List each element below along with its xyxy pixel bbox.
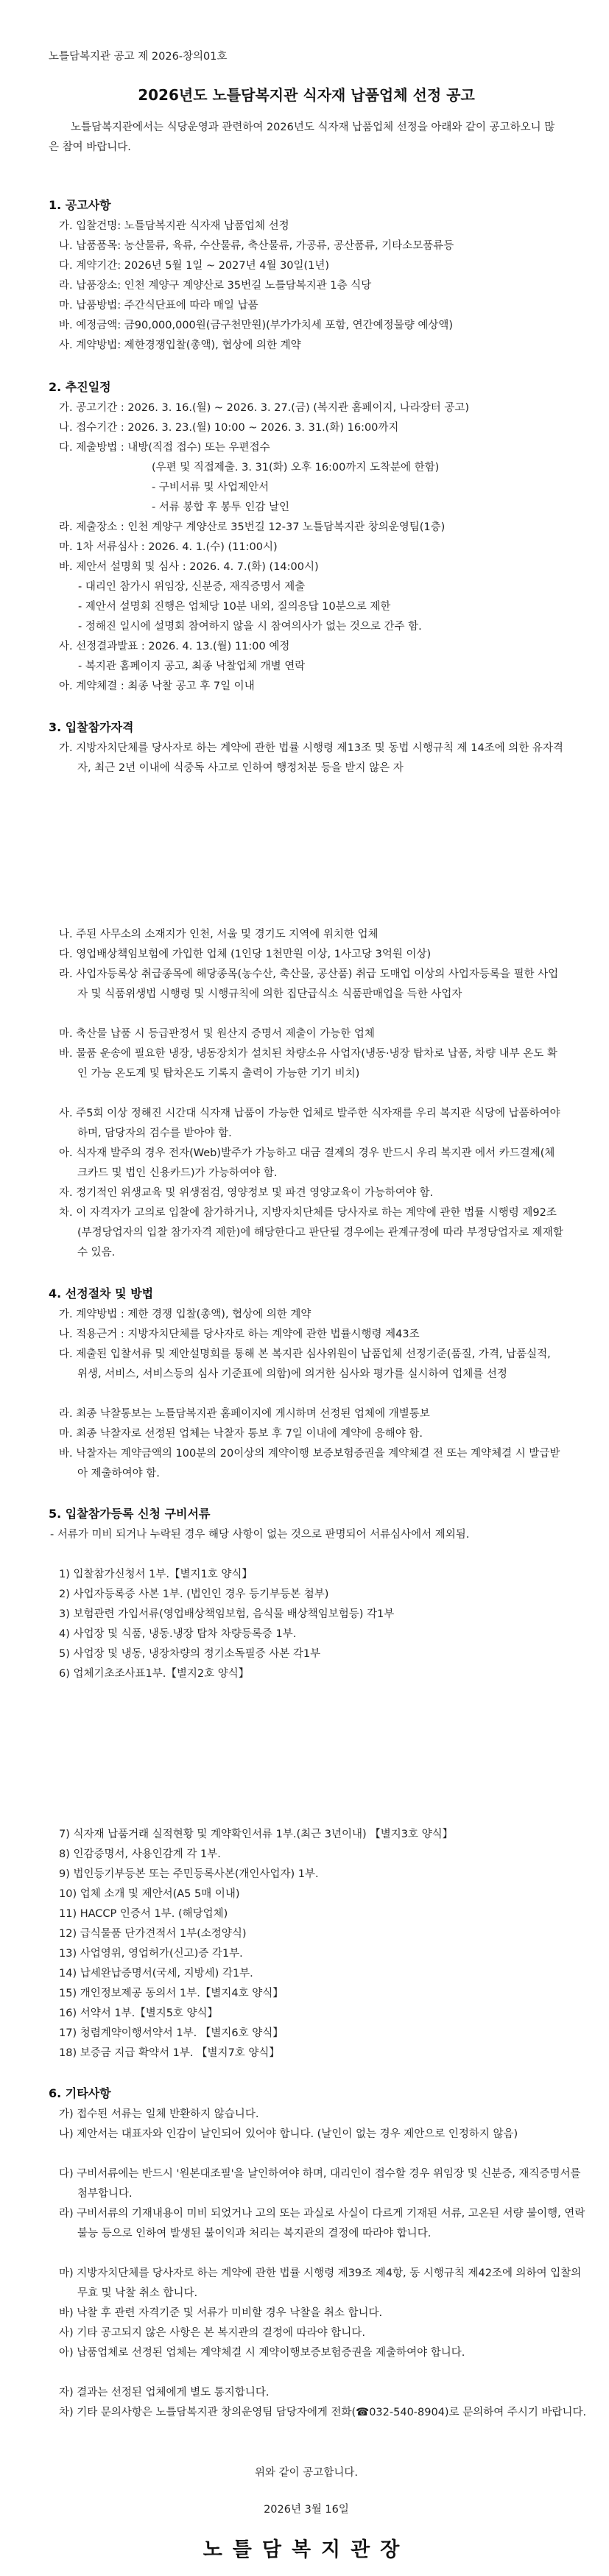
s2-item: 나. 접수기간 : 2026. 3. 23.(월) 10:00 ~ 2026. 3. 31.(화) 16:00까지 — [59, 422, 399, 434]
s1-item: 가. 입찰건명: 노틀담복지관 식자재 납품업체 선정 — [59, 220, 289, 232]
s5-document-item: 6) 업체기초조사표1부.【별지2호 양식】 — [59, 1668, 250, 1680]
s6-item: 다) 구비서류에는 반드시 '원본대조필'을 날인하여야 하며, 대리인이 접수할 경우 위임장 및 신분증, 재직증명서를 첨부합니다. — [59, 2168, 581, 2200]
s3-item: 바. 물품 운송에 필요한 냉장, 냉동장치가 설치된 차량소유 사업자(냉동·냉장 탑차로 납품, 차량 내부 온도 확인 가능 온도계 및 탑차온도 기록지 출력이 가능한 기기 비치) — [59, 1048, 557, 1080]
s1-item: 사. 계약방법: 제한경쟁입찰(총액), 협상에 의한 계약 — [59, 339, 301, 351]
intro-paragraph: 노틀담복지관에서는 식당운영과 관련하여 2026년도 식자재 납품업체 선정을 아래와 같이 공고하오니 많은 참여 바랍니다. — [49, 122, 555, 153]
s5-document-item: 9) 법인등기부등본 또는 주민등록사본(개인사업자) 1부. — [59, 1868, 319, 1880]
s6-item: 사) 기타 공고되지 않은 사항은 본 복지관의 결정에 따라야 합니다. — [59, 2327, 365, 2339]
s6-item: 차) 기타 문의사항은 노틀담복지관 창의운영팀 담당자에게 전화(☎032-540-8904)로 문의하여 주시기 바랍니다. — [59, 2407, 587, 2418]
section-1-heading: 1. 공고사항 — [49, 198, 111, 212]
s5-document-item: 16) 서약서 1부.【별지5호 양식】 — [59, 2007, 219, 2019]
s3-item: 아. 식자재 발주의 경우 전자(Web)발주가 가능하고 대금 결제의 경우 반드시 우리 복지관 에서 카드결제(체크카드 및 법인 신용카드)가 가능하여야 함. — [59, 1147, 555, 1179]
s5-document-item: 12) 급식물품 단가견적서 1부(소정양식) — [59, 1928, 247, 1940]
s6-item: 아) 납품업체로 선정된 업체는 계약체결 시 계약이행보증보험증권을 제출하여야 합니다. — [59, 2347, 465, 2359]
s6-item: 바) 낙찰 후 관련 자격기준 및 서류가 미비할 경우 낙찰을 취소 합니다. — [59, 2307, 383, 2319]
s5-document-item: 5) 사업장 및 냉동, 냉장차량의 정기소독필증 사본 각1부 — [59, 1648, 321, 1660]
s5-note: - 서류가 미비 되거나 누락된 경우 해당 사항이 없는 것으로 판명되어 서류심사에서 제외됨. — [50, 1529, 470, 1541]
s6-item: 라) 구비서류의 기재내용이 미비 되었거나 고의 또는 과실로 사실이 다르게 기재된 서류, 고온된 서량 불이행, 연락 불능 등으로 인하여 발생된 불이익과 처리는 복지관의 결정에 따라야 합니다. — [59, 2208, 585, 2239]
s4-item: 가. 계약방법 : 제한 경쟁 입찰(총액), 협상에 의한 계약 — [59, 1309, 311, 1320]
s6-item: 가) 접수된 서류는 일체 반환하지 않습니다. — [59, 2108, 259, 2120]
s1-item: 라. 납품장소: 인천 계양구 계양산로 35번길 노틀담복지관 1층 식당 — [59, 280, 372, 292]
section-4-heading: 4. 선정절차 및 방법 — [49, 1287, 154, 1301]
section-5-heading: 5. 입찰참가등록 신청 구비서류 — [49, 1507, 211, 1521]
s6-item: 마) 지방자치단체를 당사자로 하는 계약에 관한 법률 시행령 제39조 제4항, 동 시행규칙 제42조에 의하여 입찰의 무효 및 낙찰 취소 합니다. — [59, 2267, 582, 2299]
s5-document-item: 15) 개인정보제공 동의서 1부.【별지4호 양식】 — [59, 1988, 284, 1999]
organization-signature: 노틀담복지관장 — [203, 2538, 410, 2561]
s1-item: 다. 계약기간: 2026년 5월 1일 ~ 2027년 4월 30일(1년) — [59, 260, 330, 272]
s5-document-item: 10) 업체 소개 및 제안서(A5 5매 이내) — [59, 1888, 240, 1900]
s4-item: 마. 최종 낙찰자로 선정된 업체는 낙찰자 통보 후 7일 이내에 계약에 응해야 함. — [59, 1428, 423, 1440]
s5-document-item: 1) 입찰참가신청서 1부.【별지1호 양식】 — [59, 1569, 253, 1580]
s1-item: 나. 납품품목: 농산물류, 육류, 수산물류, 축산물류, 가공류, 공산품류, 기타소모품류등 — [59, 240, 454, 252]
s4-item: 바. 낙찰자는 계약금액의 100분의 20이상의 계약이행 보증보험증권을 계약체결 전 또는 계약체결 시 발급받아 제출하여야 함. — [59, 1448, 560, 1479]
s3-item: 나. 주된 사무소의 소재지가 인천, 서울 및 경기도 지역에 위치한 업체 — [59, 929, 379, 940]
s5-document-item: 14) 납세완납증명서(국세, 지방세) 각1부. — [59, 1968, 253, 1979]
s2-subitem: - 대리인 참가시 위임장, 신분증, 재직증명서 제출 — [78, 581, 306, 593]
section-3-heading: 3. 입찰참가자격 — [49, 720, 134, 734]
s6-item: 나) 제안서는 대표자와 인감이 날인되어 있어야 합니다. (날인이 없는 경우 제안으로 인정하지 않음) — [59, 2128, 518, 2140]
s5-document-item: 18) 보증금 지급 확약서 1부. 【별지7호 양식】 — [59, 2047, 280, 2059]
s4-item: 나. 적용근거 : 지방자치단체를 당사자로 하는 계약에 관한 법률시행령 제43조 — [59, 1329, 420, 1340]
s4-item: 다. 제출된 입찰서류 및 제안설명회를 통해 본 복지관 심사위원이 납품업체 선정기준(품질, 가격, 납품실적, 위생, 서비스, 서비스등의 심사 기준표에 의함)에 의거한 심사와 평가를 실시하여 업체를 선정 — [59, 1348, 551, 1380]
s6-item: 자) 결과는 선정된 업체에게 별도 통지합니다. — [59, 2387, 270, 2399]
s2-item: 마. 1차 서류심사 : 2026. 4. 1.(수) (11:00시) — [59, 541, 278, 553]
section-2-heading: 2. 추진일정 — [49, 380, 111, 394]
s1-item: 마. 납품방법: 주간식단표에 따라 매일 납품 — [59, 300, 258, 312]
s2-item: 아. 계약체결 : 최종 낙찰 공고 후 7일 이내 — [59, 680, 255, 692]
s3-item: 가. 지방자치단체를 당사자로 하는 계약에 관한 법률 시행령 제13조 및 동법 시행규칙 제 14조에 의한 유자격자, 최근 2년 이내에 식중독 사고로 인하여 행정처분 등을 받지 않은 자 — [59, 742, 563, 774]
s2-subitem: - 구비서류 및 사업제안서 — [152, 482, 270, 493]
s5-document-item: 7) 식자재 납품거래 실적현황 및 계약확인서류 1부.(최근 3년이내) 【별지3호 양식】 — [59, 1829, 454, 1840]
s3-item: 사. 주5회 이상 정해진 시간대 식자재 납품이 가능한 업체로 발주한 식자재를 우리 복지관 식당에 납품하여야하며, 담당자의 검수를 받아야 함. — [59, 1108, 560, 1139]
s2-item: 바. 제안서 설명회 및 심사 : 2026. 4. 7.(화) (14:00시) — [59, 561, 319, 573]
s1-item: 바. 예정금액: 금90,000,000원(금구천만원)(부가가치세 포함, 연간예정물량 예상액) — [59, 320, 453, 331]
s2-item: 라. 제출장소 : 인천 계양구 계양산로 35번길 12-37 노틀담복지관 창의운영팀(1층) — [59, 521, 446, 533]
s2-item: 사. 선정결과발표 : 2026. 4. 13.(월) 11:00 예정 — [59, 641, 290, 652]
closing-statement: 위와 같이 공고합니다. — [255, 2467, 358, 2479]
s2-subitem: - 복지관 홈페이지 공고, 최종 낙찰업체 개별 연락 — [78, 661, 306, 672]
s5-document-item: 2) 사업자등록증 사본 1부. (법인인 경우 등기부등본 첨부) — [59, 1588, 329, 1600]
s5-document-item: 17) 청렴계약이행서약서 1부. 【별지6호 양식】 — [59, 2027, 284, 2039]
s3-item: 라. 사업자등록상 취급종목에 해당종목(농수산, 축산물, 공산품) 취급 도매업 이상의 사업자등록을 필한 사업자 및 식품위생법 시행령 및 시행규칙에 의한 집단급식소 식품판매업을 득한 사업자 — [59, 968, 559, 1000]
s2-subitem: (우편 및 직접제출. 3. 31(화) 오후 16:00까지 도착분에 한함) — [152, 462, 440, 474]
document-reference-number: 노틀담복지관 공고 제 2026-창의01호 — [49, 51, 228, 63]
document-title: 2026년도 노틀담복지관 식자재 납품업체 선정 공고 — [138, 86, 475, 104]
s5-document-item: 13) 사업영위, 영업허가(신고)증 각1부. — [59, 1948, 243, 1960]
s3-item: 차. 이 자격자가 고의로 입찰에 참가하거나, 지방자치단체를 당사자로 하는 계약에 관한 법률 시행령 제92조(부정당업자의 입찰 참가자격 제한)에 해당한다고 판단될 경우에는 관계규정에 따라 부정당업자로 제재할 수 있음. — [59, 1207, 563, 1259]
s5-document-item: 4) 사업장 및 식품, 냉동.냉장 탑차 차량등록증 1부. — [59, 1628, 297, 1640]
s5-document-item: 3) 보험관련 가입서류(영업배상책임보험, 음식물 배상책임보험등) 각1부 — [59, 1608, 395, 1620]
s2-subitem: - 서류 봉합 후 봉투 인감 날인 — [152, 502, 289, 513]
s3-item: 다. 영업배상책임보험에 가입한 업체 (1인당 1천만원 이상, 1사고당 3억원 이상) — [59, 949, 432, 960]
s4-item: 라. 최종 낙찰통보는 노틀담복지관 홈페이지에 게시하며 선정된 업체에 개별통보 — [59, 1408, 430, 1420]
s2-subitem: - 제안서 설명회 진행은 업체당 10분 내외, 질의응답 10분으로 제한 — [78, 601, 391, 613]
s2-item: 다. 제출방법 : 내방(직접 접수) 또는 우편접수 — [59, 442, 270, 454]
s2-subitem: - 정해진 일시에 설명회 참여하지 않을 시 참여의사가 없는 것으로 간주 함. — [78, 621, 422, 633]
s3-item: 자. 정기적인 위생교육 및 위생점검, 영양정보 및 파견 영양교육이 가능하여야 함. — [59, 1187, 434, 1199]
section-6-heading: 6. 기타사항 — [49, 2086, 111, 2100]
s5-document-item: 8) 인감증명서, 사용인감계 각 1부. — [59, 1848, 221, 1860]
s3-item: 마. 축산물 납품 시 등급판정서 및 원산지 증명서 제출이 가능한 업체 — [59, 1028, 375, 1040]
announcement-date: 2026년 3월 16일 — [264, 2504, 349, 2516]
s2-item: 가. 공고기간 : 2026. 3. 16.(월) ~ 2026. 3. 27.(금) (복지관 홈페이지, 나라장터 공고) — [59, 402, 470, 414]
s5-document-item: 11) HACCP 인증서 1부. (해당업체) — [59, 1908, 228, 1920]
